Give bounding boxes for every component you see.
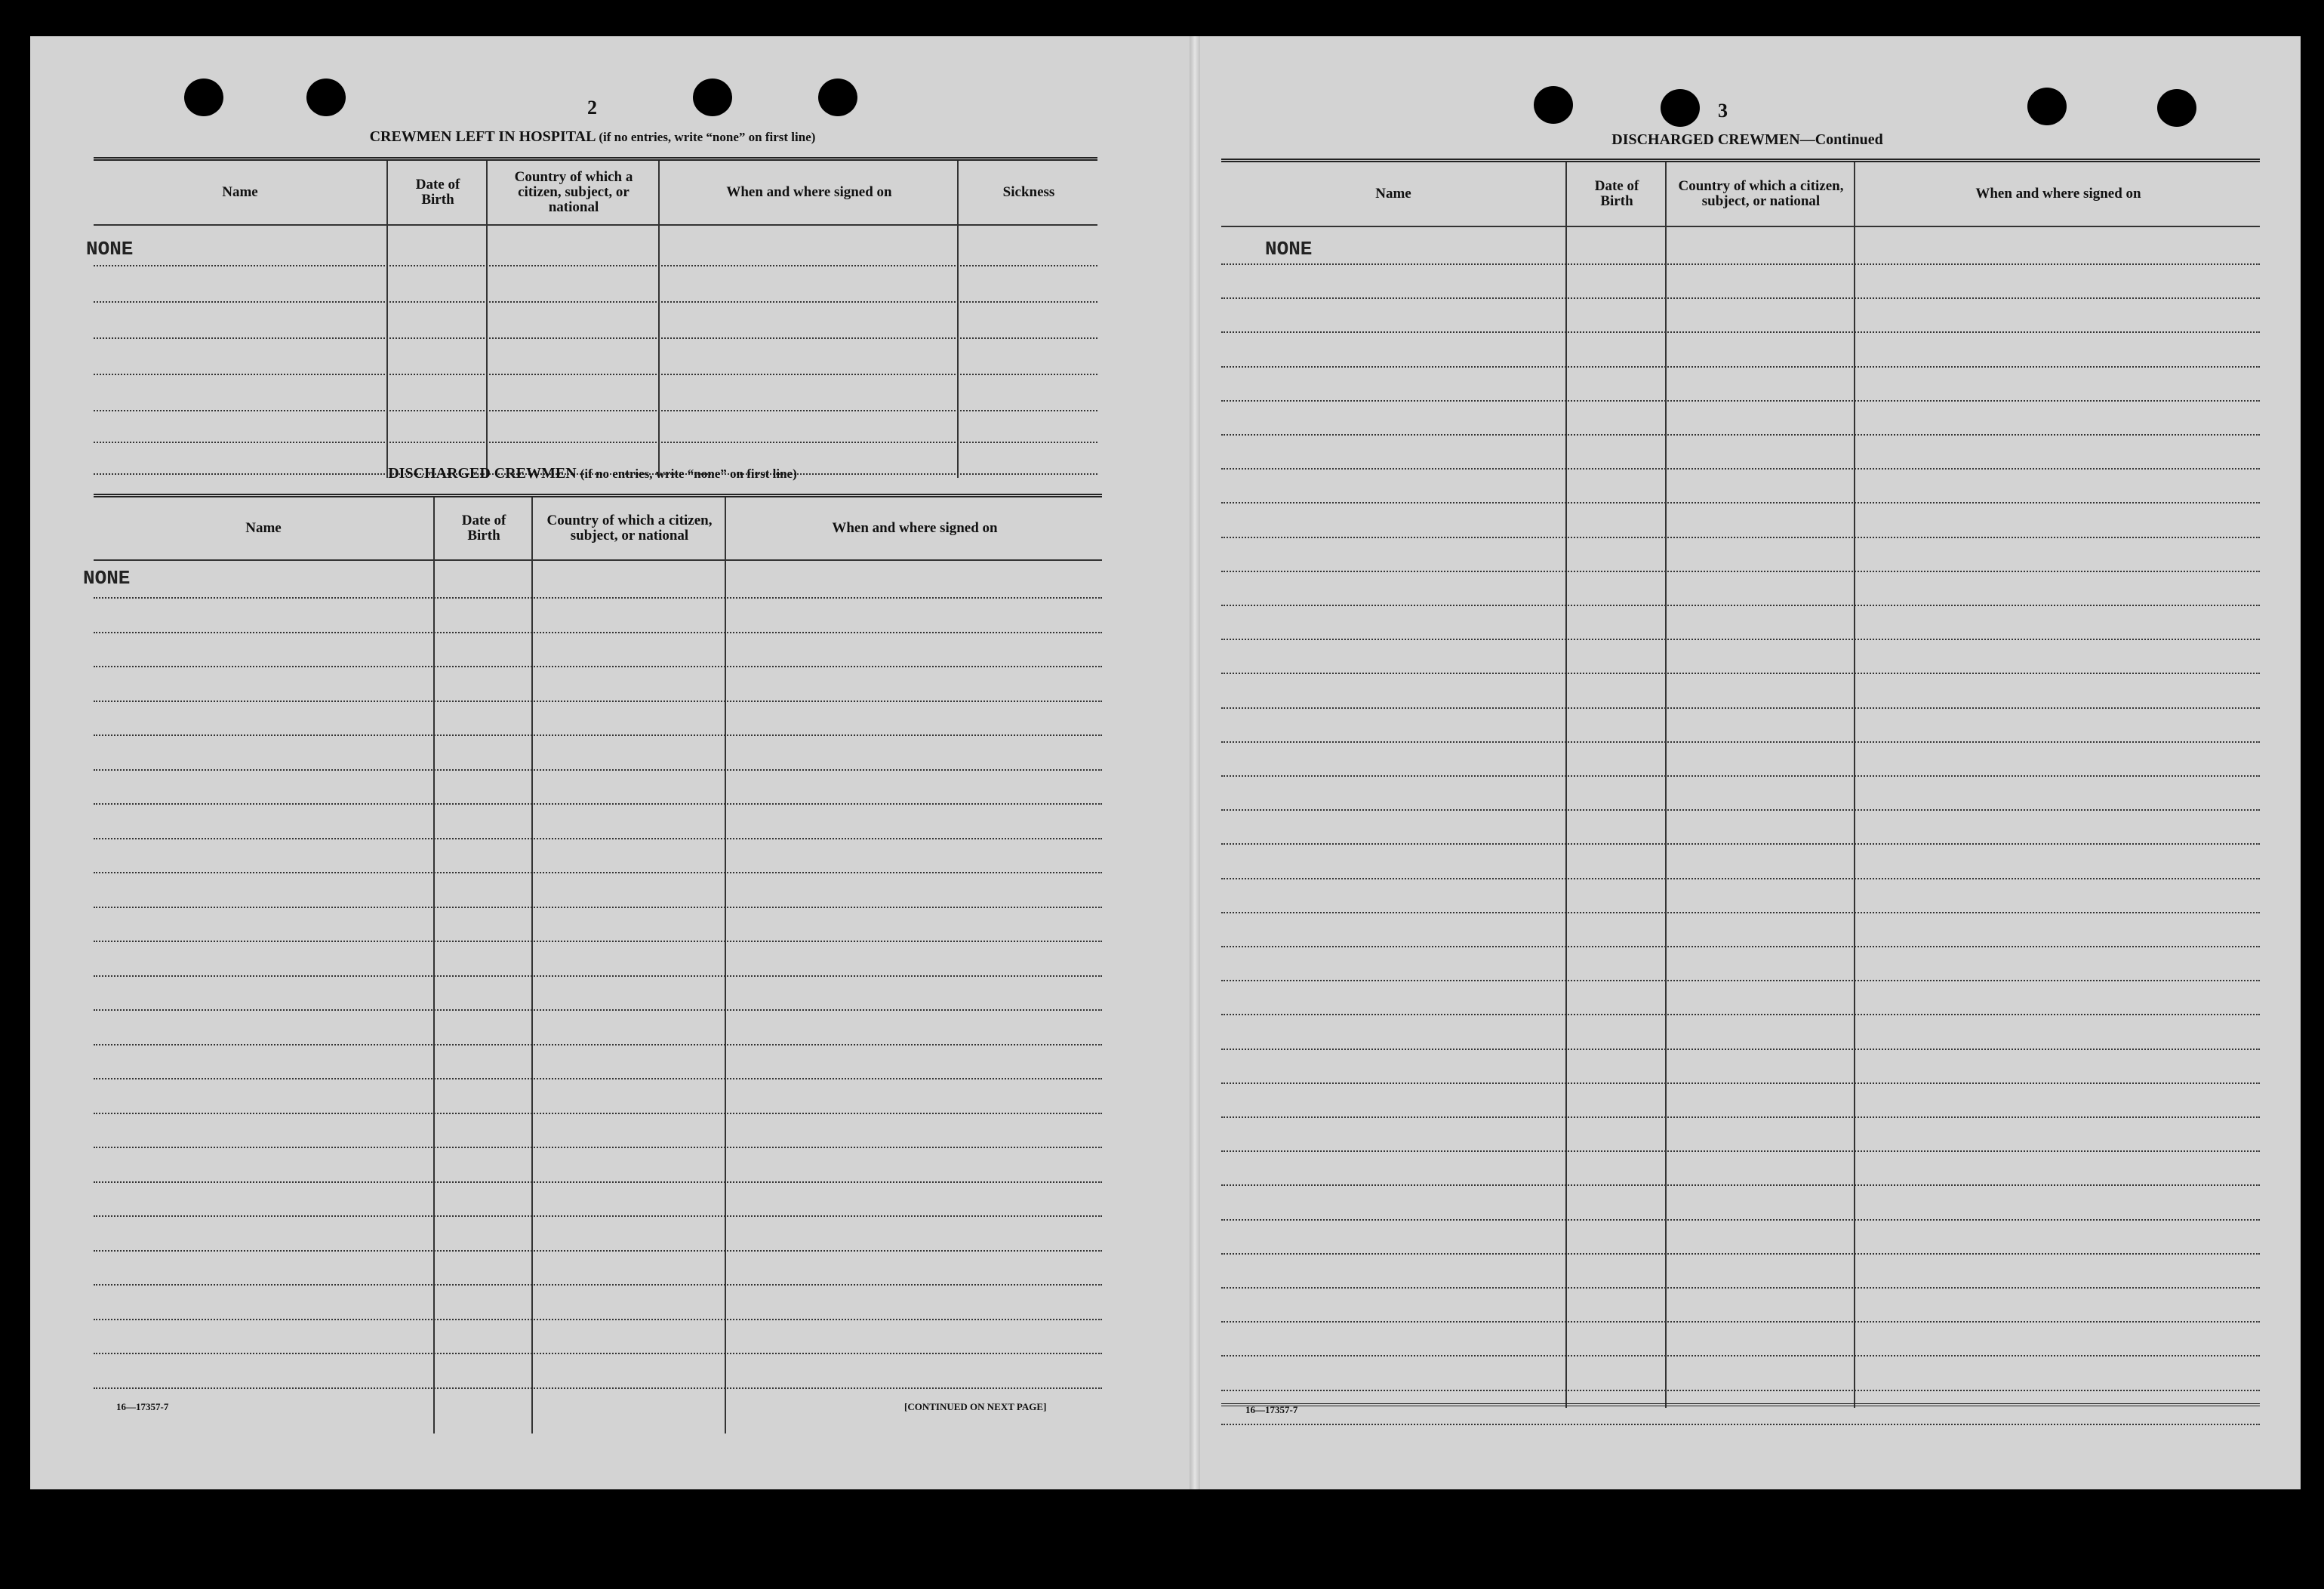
row-rule [1221, 1424, 2260, 1425]
row-rule [1221, 605, 2260, 606]
row-rule [1221, 878, 2260, 879]
row-rule [1221, 912, 2260, 913]
row-rule [1221, 1116, 2260, 1118]
row-rule [94, 1284, 1102, 1286]
row-rule [1221, 1184, 2260, 1186]
row-rule [1221, 1150, 2260, 1152]
col-header-country: Country of which a citizen, subject, or national [514, 169, 633, 215]
row-rule [1221, 1219, 2260, 1221]
punch-hole [2157, 89, 2196, 127]
row-rule [94, 1147, 1102, 1148]
row-rule [1221, 1082, 2260, 1084]
col-header-signed-on: When and where signed on [832, 520, 998, 536]
row-rule [94, 666, 1102, 667]
hospital-col-country [486, 161, 660, 478]
continued-col-country [1665, 162, 1855, 1408]
row-rule [94, 1250, 1102, 1252]
row-rule [1221, 707, 2260, 709]
row-rule [94, 975, 1102, 977]
discharged-continued-title: DISCHARGED CREWMEN—Continued [1611, 131, 1883, 148]
col-header-dob: Date of Birth [461, 513, 506, 544]
discharged-table-title [91, 465, 1094, 482]
hospital-entry-none: NONE [86, 238, 134, 260]
hospital-table [86, 157, 1097, 478]
row-rule [94, 1009, 1102, 1011]
hospital-col-sickness [957, 161, 1099, 478]
col-header-dob: Date of Birth [1594, 178, 1639, 209]
row-rule [94, 1319, 1102, 1320]
punch-hole [693, 79, 732, 116]
continued-note: [CONTINUED ON NEXT PAGE] [904, 1401, 1047, 1412]
row-rule [1221, 809, 2260, 811]
col-header-sickness: Sickness [1002, 184, 1055, 200]
row-rule [1221, 297, 2260, 299]
row-rule [94, 907, 1102, 908]
col-header-country: Country of which a citizen, subject, or national [546, 513, 713, 544]
continued-entry-none: NONE [1265, 238, 1313, 260]
row-rule [94, 632, 1102, 633]
discharged-col-signed-on [725, 497, 1104, 1433]
discharged-instruction: (if no entries, write “none” on first line) [580, 467, 797, 481]
row-rule [1221, 1355, 2260, 1357]
col-header-name: Name [245, 520, 282, 536]
col-header-dob: Date of Birth [415, 177, 460, 208]
row-rule [94, 734, 1102, 736]
row-rule [1221, 1287, 2260, 1289]
row-rule [94, 769, 1102, 771]
row-rule [1221, 1049, 2260, 1050]
row-rule [94, 1044, 1102, 1045]
punch-hole [2027, 88, 2067, 125]
col-header-name: Name [222, 184, 258, 200]
row-rule [94, 803, 1102, 805]
continued-col-dob [1565, 162, 1667, 1408]
page-number: 3 [1718, 100, 1728, 122]
hospital-instruction: (if no entries, write “none” on first line) [599, 130, 816, 144]
col-header-signed-on: When and where signed on [1975, 186, 2141, 202]
row-rule [94, 838, 1102, 839]
hospital-table-title [91, 128, 1094, 146]
continued-col-signed-on [1854, 162, 2261, 1408]
row-rule [1221, 400, 2260, 402]
row-rule [94, 597, 1102, 599]
row-rule [1221, 434, 2260, 436]
row-rule [1221, 1390, 2260, 1391]
row-rule [94, 1078, 1102, 1079]
col-header-country: Country of which a citizen, subject, or national [1678, 178, 1844, 209]
row-rule [1221, 1253, 2260, 1255]
row-rule [1221, 1321, 2260, 1323]
hospital-col-dob [386, 161, 488, 478]
row-rule [1221, 502, 2260, 503]
row-rule [1221, 331, 2260, 333]
row-rule [1221, 263, 2260, 265]
discharged-col-country [531, 497, 726, 1433]
page-number: 2 [587, 97, 597, 119]
punch-hole [818, 79, 857, 116]
hospital-col-name [94, 161, 386, 478]
row-rule [1221, 843, 2260, 845]
row-rule [1221, 946, 2260, 947]
col-header-signed-on: When and where signed on [726, 184, 892, 200]
form-number: 16—17357-7 [1245, 1404, 1298, 1415]
row-rule [94, 941, 1102, 942]
row-rule [94, 1181, 1102, 1183]
form-number: 16—17357-7 [116, 1401, 169, 1412]
punch-hole [1661, 89, 1700, 127]
hospital-title-text: CREWMEN LEFT IN HOSPITAL [369, 128, 596, 145]
col-header-name: Name [1375, 186, 1411, 202]
page-fold [1190, 36, 1200, 1489]
row-rule [1221, 468, 2260, 470]
row-rule [1221, 1014, 2260, 1015]
discharged-table [83, 494, 1102, 1433]
row-rule [1221, 639, 2260, 640]
row-rule [94, 1215, 1102, 1217]
row-rule [1221, 537, 2260, 538]
row-rule [1221, 775, 2260, 777]
hospital-col-signed-on [658, 161, 959, 478]
row-rule [1221, 366, 2260, 368]
row-rule [1221, 741, 2260, 743]
continued-col-name [1221, 162, 1565, 1408]
row-rule [94, 1387, 1102, 1389]
punch-hole [184, 79, 223, 116]
row-rule [94, 1353, 1102, 1354]
discharged-col-name [94, 497, 433, 1433]
discharged-title-text: DISCHARGED CREWMEN [388, 465, 577, 482]
punch-hole [1534, 86, 1573, 124]
discharged-continued-table [1221, 159, 2260, 1408]
row-rule [94, 1113, 1102, 1114]
discharged-entry-none: NONE [83, 567, 131, 590]
row-rule [94, 872, 1102, 873]
discharged-col-dob [433, 497, 533, 1433]
row-rule [94, 701, 1102, 702]
row-rule [1221, 673, 2260, 674]
row-rule [1221, 571, 2260, 572]
form-sheet [30, 36, 2301, 1489]
punch-hole [306, 79, 346, 116]
row-rule [1221, 980, 2260, 981]
